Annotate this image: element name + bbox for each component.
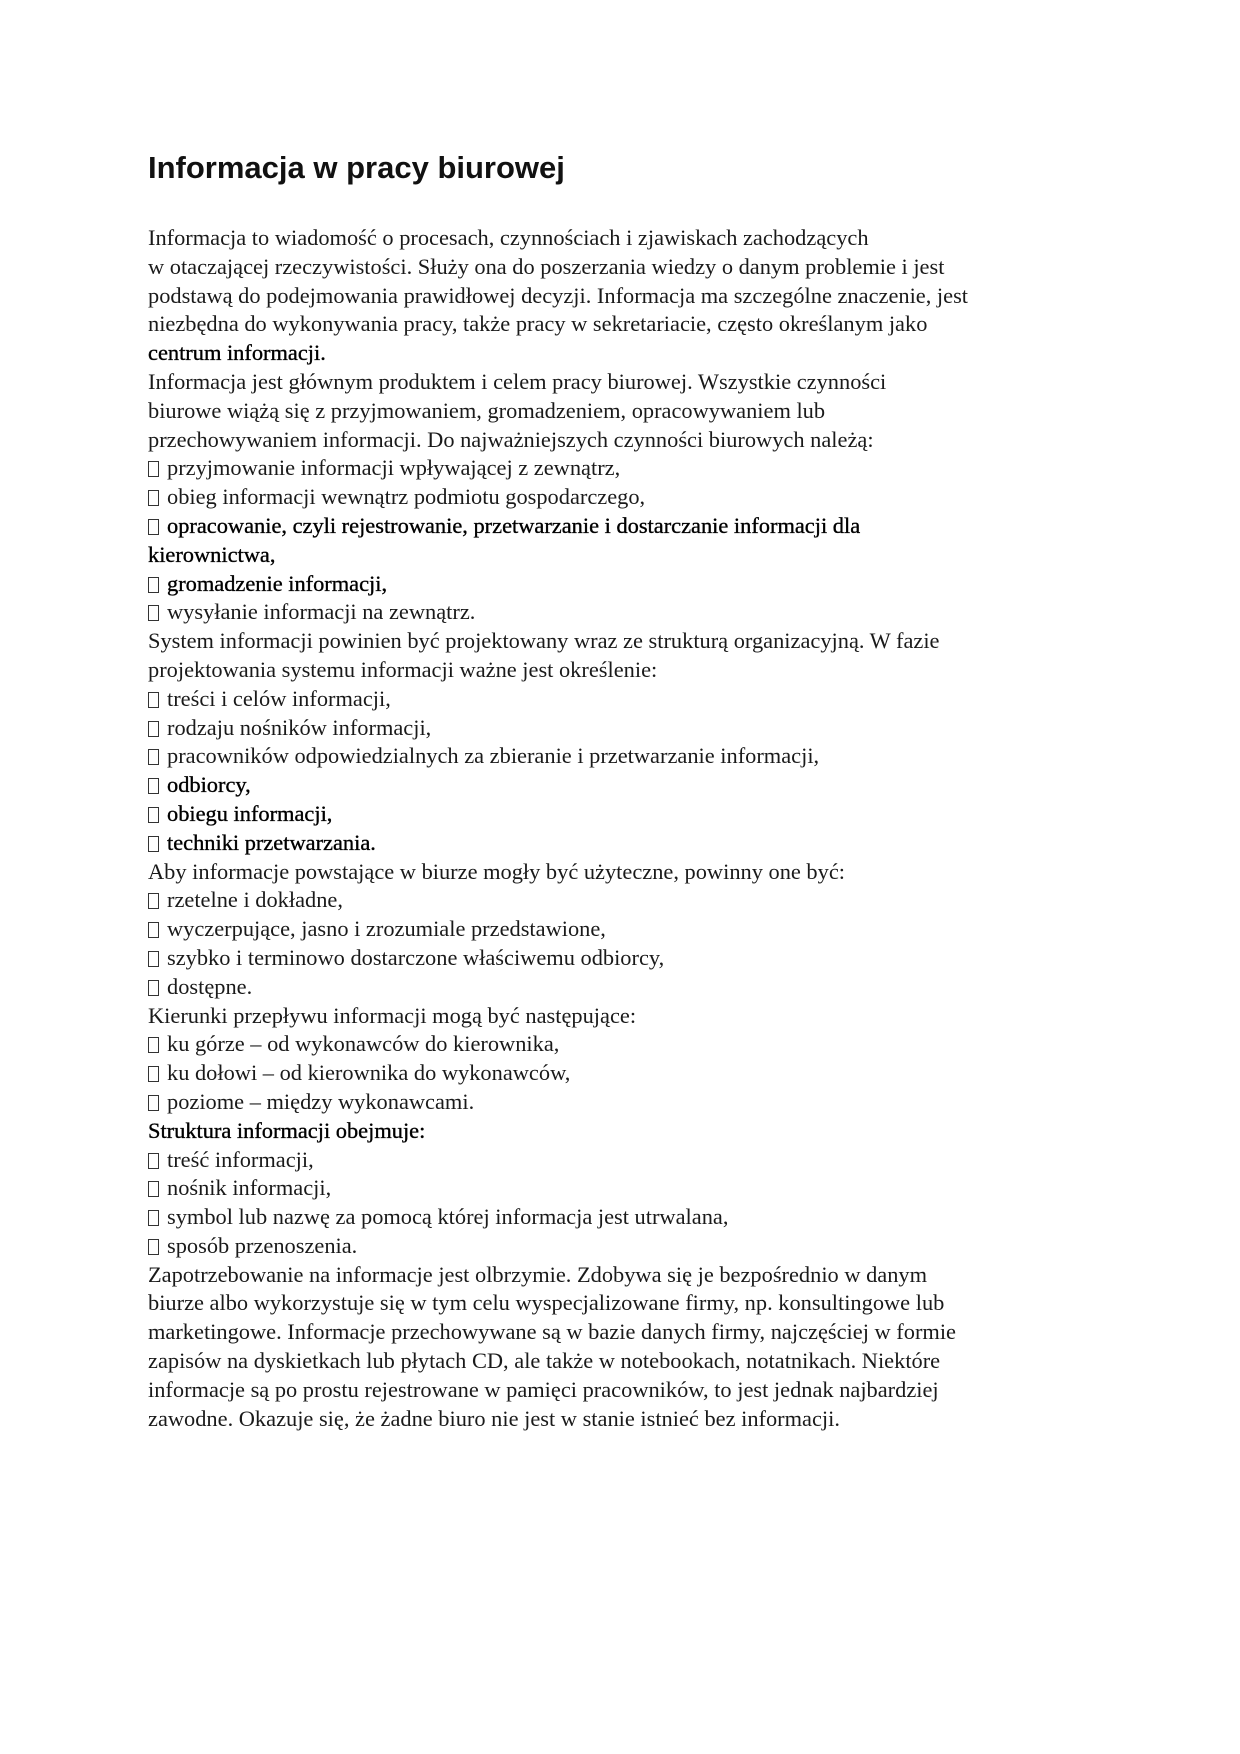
line-text: Informacja jest głównym produktem i celem pracy biurowej. Wszystkie czynności (148, 368, 887, 394)
line-text: symbol lub nazwę za pomocą której informacja jest utrwalana, (167, 1204, 729, 1230)
list-item (148, 973, 1088, 1002)
list-item (148, 1059, 1088, 1088)
line-text: biurze albo wykorzystuje się w tym celu wyspecjalizowane firmy, np. konsultingowe lub (148, 1290, 945, 1316)
document-body (148, 224, 1088, 1433)
list-item (148, 800, 1088, 829)
list-item (148, 512, 1088, 541)
paragraph-line (148, 1376, 1088, 1405)
paragraph-line (148, 1347, 1088, 1376)
line-text: treści i celów informacji, (167, 685, 391, 711)
line-text: rzetelne i dokładne, (167, 887, 343, 913)
line-text: rodzaju nośników informacji, (167, 714, 432, 740)
paragraph-line (148, 1289, 1088, 1318)
line-text: informacje są po prostu rejestrowane w pamięci pracowników, to jest jednak najbardziej (148, 1376, 939, 1402)
bullet-box-icon (148, 461, 159, 477)
list-item (148, 570, 1088, 599)
line-text: poziome – między wykonawcami. (167, 1088, 475, 1114)
bullet-box-icon (148, 807, 159, 823)
line-text: opracowanie, czyli rejestrowanie, przetwarzanie i dostarczanie informacji dla (167, 512, 861, 538)
bullet-box-icon (148, 778, 159, 794)
list-item (148, 1088, 1088, 1117)
line-text: w otaczającej rzeczywistości. Służy ona do poszerzania wiedzy o danym problemie i jest (148, 253, 945, 279)
bullet-box-icon (148, 922, 159, 938)
line-text: marketingowe. Informacje przechowywane są w bazie danych firmy, najczęściej w formie (148, 1319, 956, 1345)
line-text: dostępne. (167, 973, 253, 999)
line-text: biurowe wiążą się z przyjmowaniem, gromadzeniem, opracowywaniem lub (148, 397, 826, 423)
paragraph-line (148, 1318, 1088, 1347)
list-item (148, 1203, 1088, 1232)
line-text: zawodne. Okazuje się, że żadne biuro nie jest w stanie istnieć bez informacji. (148, 1405, 840, 1431)
bullet-box-icon (148, 1153, 159, 1169)
line-text: projektowania systemu informacji ważne jest określenie: (148, 656, 658, 682)
paragraph-line (148, 310, 1088, 339)
bullet-box-icon (148, 490, 159, 506)
bullet-box-icon (148, 749, 159, 765)
paragraph-line (148, 541, 1088, 570)
paragraph-line (148, 1261, 1088, 1290)
line-text: ku dołowi – od kierownika do wykonawców, (167, 1060, 571, 1086)
list-item (148, 742, 1088, 771)
paragraph-line (148, 627, 1088, 656)
line-text: niezbędna do wykonywania pracy, także pracy w sekretariacie, często określanym jako (148, 311, 928, 337)
line-text: centrum informacji. (148, 340, 326, 366)
list-item (148, 771, 1088, 800)
list-item (148, 1232, 1088, 1261)
list-item (148, 1030, 1088, 1059)
line-text: kierownictwa, (148, 541, 276, 567)
line-text: ku górze – od wykonawców do kierownika, (167, 1031, 560, 1057)
paragraph-line (148, 1405, 1088, 1434)
line-text: pracowników odpowiedzialnych za zbieranie i przetwarzanie informacji, (167, 743, 820, 769)
line-text: techniki przetwarzania. (167, 829, 376, 855)
line-text: treść informacji, (167, 1146, 314, 1172)
bullet-box-icon (148, 893, 159, 909)
line-text: sposób przenoszenia. (167, 1232, 358, 1258)
bullet-box-icon (148, 721, 159, 737)
list-item (148, 1174, 1088, 1203)
list-item (148, 915, 1088, 944)
list-item (148, 483, 1088, 512)
line-text: System informacji powinien być projektowany wraz ze strukturą organizacyjną. W fazie (148, 628, 940, 654)
line-text: Aby informacje powstające w biurze mogły być użyteczne, powinny one być: (148, 858, 845, 884)
paragraph-line (148, 1117, 1088, 1146)
line-text: obieg informacji wewnątrz podmiotu gospodarczego, (167, 484, 646, 510)
line-text: obiegu informacji, (167, 800, 333, 826)
bullet-box-icon (148, 1066, 159, 1082)
list-item (148, 829, 1088, 858)
line-text: wyczerpujące, jasno i zrozumiale przedstawione, (167, 916, 606, 942)
list-item (148, 714, 1088, 743)
bullet-box-icon (148, 1239, 159, 1255)
line-text: odbiorcy, (167, 772, 251, 798)
list-item (148, 598, 1088, 627)
paragraph-line (148, 339, 1088, 368)
paragraph-line (148, 426, 1088, 455)
line-text: zapisów na dyskietkach lub płytach CD, ale także w notebookach, notatnikach. Niektóre (148, 1348, 941, 1374)
line-text: podstawą do podejmowania prawidłowej decyzji. Informacja ma szczególne znaczenie, jest (148, 282, 969, 308)
bullet-box-icon (148, 605, 159, 621)
paragraph-line (148, 253, 1088, 282)
line-text: Informacja to wiadomość o procesach, czynnościach i zjawiskach zachodzących (148, 225, 869, 250)
paragraph-line (148, 656, 1088, 685)
line-text: gromadzenie informacji, (167, 570, 388, 596)
list-item (148, 944, 1088, 973)
paragraph-line (148, 858, 1088, 887)
line-text: przyjmowanie informacji wpływającej z zewnątrz, (167, 455, 621, 481)
bullet-box-icon (148, 951, 159, 967)
list-item (148, 1146, 1088, 1175)
line-text: nośnik informacji, (167, 1175, 332, 1201)
bullet-box-icon (148, 1210, 159, 1226)
line-text: Zapotrzebowanie na informacje jest olbrzymie. Zdobywa się je bezpośrednio w danym (148, 1261, 928, 1287)
bullet-box-icon (148, 1037, 159, 1053)
bullet-box-icon (148, 1181, 159, 1197)
line-text: Kierunki przepływu informacji mogą być następujące: (148, 1002, 637, 1028)
list-item (148, 685, 1088, 714)
line-text: Struktura informacji obejmuje: (148, 1117, 426, 1143)
bullet-box-icon (148, 980, 159, 996)
document-title: Informacja w pracy biurowej (148, 150, 565, 185)
line-text: przechowywaniem informacji. Do najważniejszych czynności biurowych należą: (148, 426, 874, 452)
paragraph-line (148, 368, 1088, 397)
paragraph-line (148, 282, 1088, 311)
bullet-box-icon (148, 519, 159, 535)
paragraph-line (148, 1002, 1088, 1031)
bullet-box-icon (148, 577, 159, 593)
bullet-box-icon (148, 692, 159, 708)
bullet-box-icon (148, 836, 159, 852)
list-item (148, 454, 1088, 483)
paragraph-line (148, 397, 1088, 426)
paragraph-line (148, 224, 1088, 253)
line-text: wysyłanie informacji na zewnątrz. (167, 599, 476, 625)
bullet-box-icon (148, 1095, 159, 1111)
line-text: szybko i terminowo dostarczone właściwemu odbiorcy, (167, 944, 665, 970)
list-item (148, 886, 1088, 915)
